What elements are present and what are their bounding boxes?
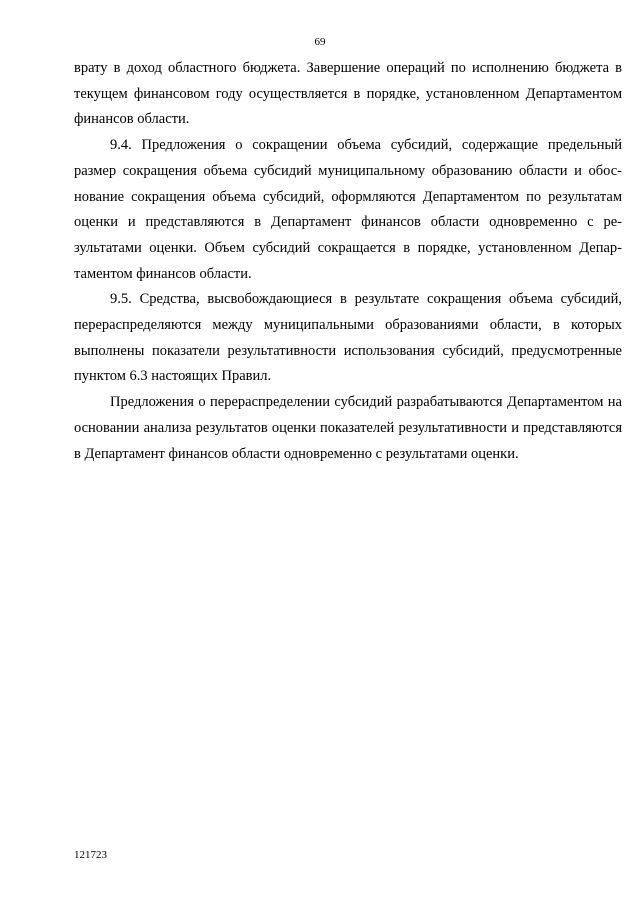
document-body <box>74 56 622 467</box>
paragraph-9-5: 9.5. Средства, высвобождающиеся в результате сокращения объема субсидий, перераспределяются между муниципальными образованиями области, в которых выполнены показатели результативности использования субсидий, предусмотренные пунктом 6.3 настоящих Правил. <box>74 291 622 385</box>
document-code: 121723 <box>74 849 107 861</box>
paragraph-redistribution-proposals: Предложения о перераспределении субсидий разрабатываются Департаментом на основании анализа результатов оценки показателей результативности и представляются в Департамент финансов области одновременно с результатами оценки. <box>74 394 622 462</box>
paragraph-9-4: 9.4. Предложения о сокращении объема субсидий, содержащие предельный размер сокращения объема субсидий муниципальному образованию области и обоснование сокращения объема субсидий, оформляются Департаментом по результатам оценки и представляются в Департамент финансов области одновременно с результатами оценки. Объем субсидий сокращается в порядке, установленном Департаментом финансов области. <box>74 137 622 282</box>
page-number: 69 <box>314 36 326 48</box>
paragraph-continuation: врату в доход областного бюджета. Завершение операций по исполнению бюджета в текущем финансовом году осуществляется в порядке, установленном Департаментом финансов области. <box>74 60 622 128</box>
